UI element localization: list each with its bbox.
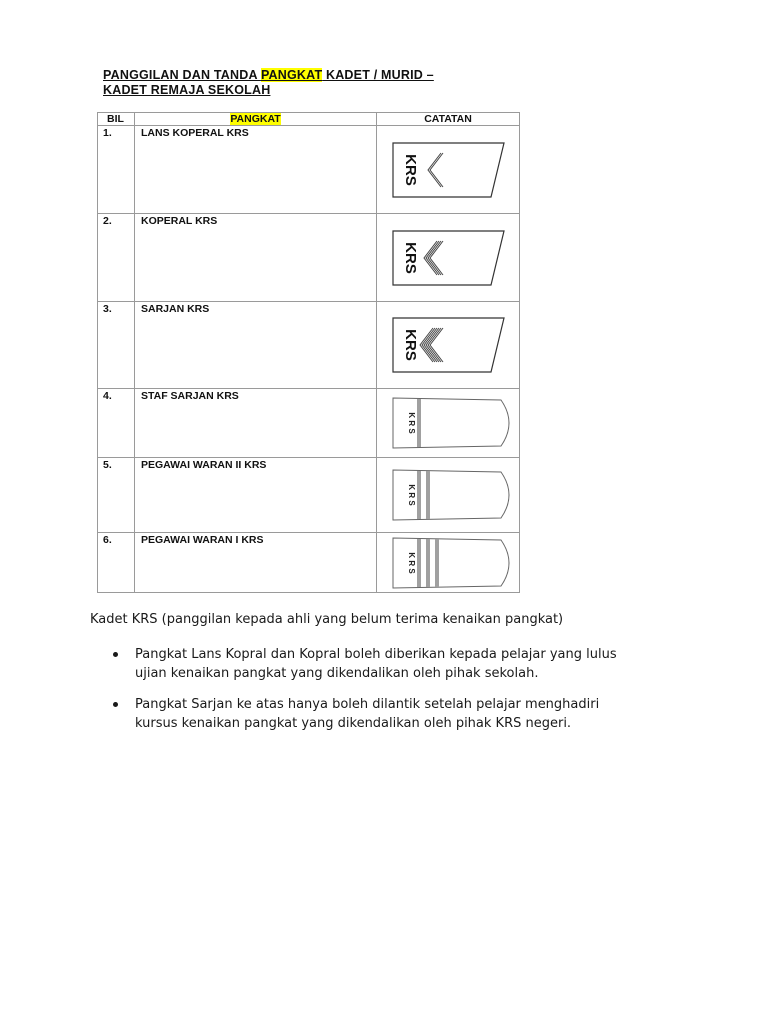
rank-badge-cell	[377, 302, 520, 389]
epaulette-bar-icon	[391, 396, 519, 450]
epaulette-chevron-icon	[391, 316, 505, 374]
rank-table	[97, 112, 520, 593]
header-bil: BIL	[98, 113, 135, 126]
table-row	[98, 458, 520, 533]
badge-krs-label: KRS	[402, 241, 419, 274]
table-row	[98, 389, 520, 458]
header-catatan: CATATAN	[377, 113, 520, 126]
epaulette-bar-icon	[391, 536, 519, 590]
bullet-1-line-2: ujian kenaikan pangkat yang dikendalikan oleh pihak sekolah.	[135, 666, 539, 681]
epaulette-chevron-icon	[391, 229, 505, 287]
title-highlight: PANGKAT	[260, 68, 323, 82]
row-number: 2.	[98, 214, 135, 302]
badge-krs-label: KRS	[402, 329, 419, 361]
table-row	[98, 533, 520, 593]
badge-krs-label: K R S	[407, 484, 416, 506]
intro-paragraph: Kadet KRS (panggilan kepada ahli yang belum terima kenaikan pangkat)	[90, 612, 564, 627]
table-row	[98, 126, 520, 214]
badge-krs-label: K R S	[407, 551, 416, 574]
rank-name: PEGAWAI WARAN I KRS	[135, 533, 377, 593]
rank-name: STAF SARJAN KRS	[135, 389, 377, 458]
title-text-b: KADET / MURID –	[322, 68, 434, 82]
bullet-2-line-2: kursus kenaikan pangkat yang dikendalikan oleh pihak KRS negeri.	[135, 716, 572, 731]
epaulette-bar-icon	[391, 468, 519, 522]
rank-name: PEGAWAI WARAN II KRS	[135, 458, 377, 533]
table-row	[98, 214, 520, 302]
title-line-2: KADET REMAJA SEKOLAH	[103, 83, 271, 97]
list-item	[110, 695, 670, 733]
row-number: 1.	[98, 126, 135, 214]
rank-badge-cell	[377, 533, 520, 593]
bullet-dot-icon	[113, 652, 118, 657]
bullet-1-line-1: Pangkat Lans Kopral dan Kopral boleh diberikan kepada pelajar yang lulus	[135, 647, 617, 662]
bullet-list	[110, 645, 670, 745]
bullet-dot-icon	[113, 702, 118, 707]
list-item	[110, 645, 670, 683]
table-header-row	[98, 113, 520, 126]
rank-badge-cell	[377, 214, 520, 302]
table-row	[98, 302, 520, 389]
rank-name: LANS KOPERAL KRS	[135, 126, 377, 214]
rank-badge-cell	[377, 126, 520, 214]
title-line-1	[103, 68, 503, 83]
badge-krs-label: KRS	[402, 153, 419, 186]
header-pangkat-label: PANGKAT	[230, 113, 281, 125]
rank-badge-cell	[377, 458, 520, 533]
header-pangkat	[135, 113, 377, 126]
row-number: 6.	[98, 533, 135, 593]
document-title	[103, 68, 503, 98]
row-number: 3.	[98, 302, 135, 389]
rank-badge-cell	[377, 389, 520, 458]
row-number: 5.	[98, 458, 135, 533]
rank-name: KOPERAL KRS	[135, 214, 377, 302]
title-text-a: PANGGILAN DAN TANDA	[103, 68, 261, 82]
rank-name: SARJAN KRS	[135, 302, 377, 389]
bullet-2-line-1: Pangkat Sarjan ke atas hanya boleh dilantik setelah pelajar menghadiri	[135, 697, 600, 712]
badge-krs-label: K R S	[407, 412, 416, 434]
epaulette-chevron-icon	[391, 141, 505, 199]
row-number: 4.	[98, 389, 135, 458]
